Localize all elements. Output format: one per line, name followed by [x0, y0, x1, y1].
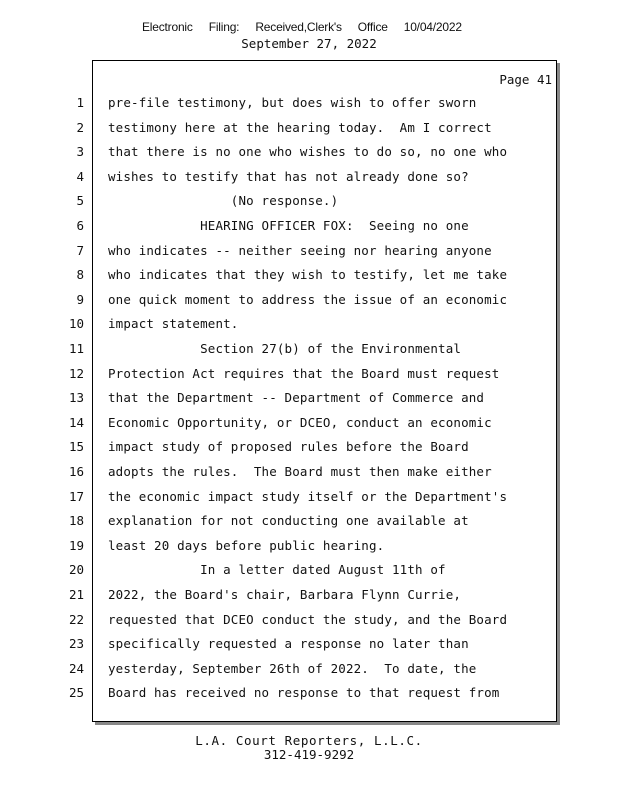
- transcript-line-text: who indicates that they wish to testify, let me take: [108, 267, 508, 283]
- transcript-line-text: that there is no one who wishes to do so, no one who: [108, 144, 508, 160]
- transcript-line-text: yesterday, September 26th of 2022. To date, the: [108, 660, 477, 676]
- line-number: 16: [68, 464, 84, 479]
- line-number: 11: [68, 341, 84, 356]
- line-number: 3: [76, 144, 84, 160]
- transcript-line-text: the economic impact study itself or the Department's: [108, 488, 508, 504]
- transcript-line-text: adopts the rules. The Board must then make either: [108, 464, 492, 479]
- transcript-line-text: who indicates -- neither seeing nor hearing anyone: [108, 242, 492, 258]
- transcript-line-text: Board has received no response to that request from: [108, 685, 500, 701]
- line-number: 8: [76, 267, 84, 283]
- transcript-line-text: 2022, the Board's chair, Barbara Flynn Currie,: [108, 587, 462, 602]
- transcript-line-text: impact statement.: [108, 316, 239, 332]
- line-number: 6: [76, 218, 84, 233]
- line-number: 14: [68, 414, 84, 430]
- electronic-filing-stamp: [142, 20, 478, 34]
- line-number: 13: [68, 390, 84, 406]
- transcript-line-text: testimony here at the hearing today. Am I correct: [108, 119, 492, 135]
- line-number: 24: [68, 660, 84, 676]
- line-number: 7: [76, 242, 84, 258]
- transcript-line-text: one quick moment to address the issue of an economic: [108, 291, 508, 307]
- line-number: 20: [68, 562, 84, 578]
- transcript-line-text: impact study of proposed rules before the Board: [108, 439, 469, 455]
- transcript-line-text: Economic Opportunity, or DCEO, conduct an economic: [108, 414, 492, 430]
- line-number: 15: [68, 439, 84, 455]
- transcript-line-text: explanation for not conducting one available at: [108, 513, 469, 529]
- hearing-date: September 27, 2022: [241, 36, 377, 51]
- filing-stamp-word: Office: [357, 20, 388, 34]
- filing-stamp-date: 10/04/2022: [403, 20, 462, 34]
- court-reporter-name: L.A. Court Reporters, L.L.C.: [195, 733, 423, 748]
- line-number: 2: [76, 119, 84, 135]
- line-number: 12: [68, 365, 84, 381]
- filing-stamp-word: Filing:: [208, 20, 240, 34]
- transcript-line-text: that the Department -- Department of Commerce and: [108, 390, 485, 406]
- court-reporter-phone: 312-419-9292: [263, 747, 355, 762]
- line-number: 22: [68, 611, 84, 627]
- transcript-line-text: least 20 days before public hearing.: [108, 537, 385, 553]
- page-number: Page 41: [499, 72, 552, 87]
- line-number: 4: [76, 168, 84, 184]
- transcript-line-text: pre-file testimony, but does wish to offer sworn: [108, 95, 477, 110]
- transcript-line-text: Protection Act requires that the Board must request: [108, 365, 500, 381]
- line-number: 5: [76, 193, 84, 209]
- transcript-line-text: HEARING OFFICER FOX: Seeing no one: [108, 218, 469, 233]
- line-number: 23: [68, 636, 84, 652]
- line-number: 18: [68, 513, 84, 529]
- transcript-line-text: specifically requested a response no later than: [108, 636, 469, 652]
- line-number: 1: [76, 95, 84, 110]
- transcript-line-text: In a letter dated August 11th of: [108, 562, 446, 578]
- line-number: 21: [68, 587, 84, 602]
- transcript-line-text: (No response.): [108, 193, 339, 209]
- transcript-line-text: Section 27(b) of the Environmental: [108, 341, 462, 356]
- transcript-line-text: wishes to testify that has not already done so?: [108, 168, 469, 184]
- line-number: 10: [68, 316, 84, 332]
- line-number: 9: [76, 291, 84, 307]
- transcript-line-text: requested that DCEO conduct the study, and the Board: [108, 611, 508, 627]
- filing-stamp-word: Received,Clerk's: [255, 20, 342, 34]
- line-number: 17: [68, 488, 84, 504]
- line-number: 19: [68, 537, 84, 553]
- filing-stamp-word: Electronic: [142, 20, 193, 34]
- line-number: 25: [68, 685, 84, 701]
